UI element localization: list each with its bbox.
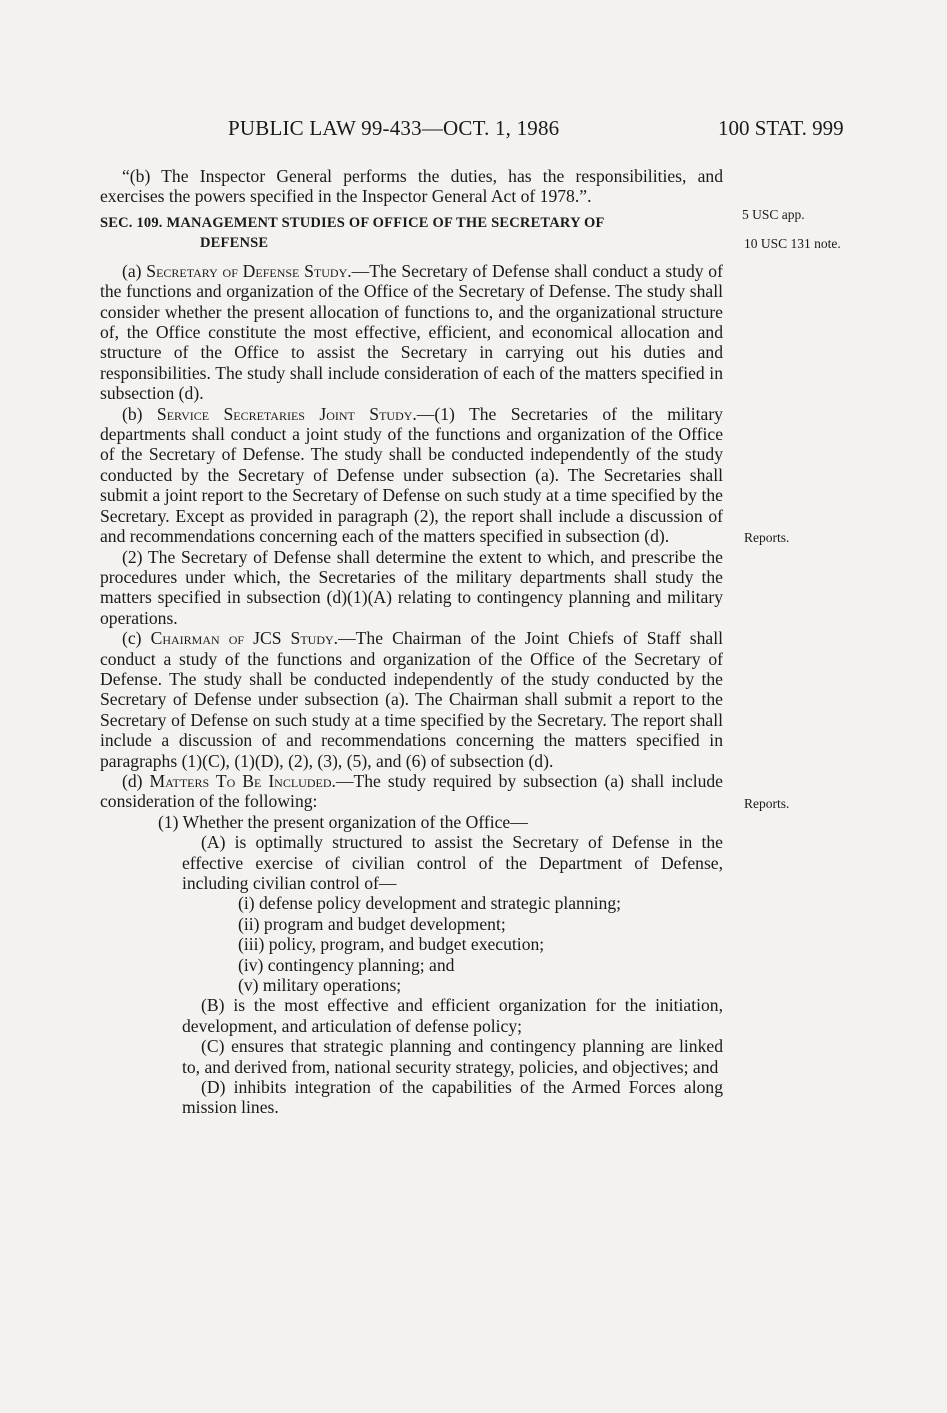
- subsection-a-body: —The Secretary of Defense shall conduct a study of the functions and organization of the Office of the Secretary of Defense. The study shall consider whether the present allocation of functions to, and the organizational structure of, the Office constitute the most effective, efficient, and economical allocation and structure of the Office to assist the Secretary in carrying out his duties and responsibilities. The study shall include consideration of each of the matters specified in subsection (d).: [100, 260, 723, 404]
- clause-d1D: (D) inhibits integration of the capabilities of the Armed Forces along mission lines.: [182, 1077, 723, 1118]
- subsection-c-label: (c): [122, 628, 151, 649]
- item-d1A-i: (i) defense policy development and strategic planning;: [238, 893, 622, 914]
- item-d1A-iii: (iii) policy, program, and budget execution;: [238, 934, 545, 955]
- subsection-a-heading: Secretary of Defense Study.: [146, 260, 352, 281]
- clause-d1B: (B) is the most effective and efficient organization for the initiation, development, and articulation of defense policy;: [182, 995, 723, 1036]
- clause-d1A: (A) is optimally structured to assist the Secretary of Defense in the effective exercise of civilian control of the Department of Defense, including civilian control of—: [182, 832, 723, 893]
- section-heading-line-1: SEC. 109. MANAGEMENT STUDIES OF OFFICE OF THE SECRETARY OF: [100, 214, 605, 231]
- item-d1A-v: (v) military operations;: [238, 975, 402, 996]
- subsection-d-body: —The study required by subsection (a) shall include consideration of the following:: [100, 770, 723, 812]
- subsection-b-heading: Service Secretaries Joint Study.: [156, 403, 417, 424]
- clause-d1C: (C) ensures that strategic planning and contingency planning are linked to, and derived from, national security strategy, policies, and objectives; and: [182, 1036, 723, 1077]
- paragraph-d1: (1) Whether the present organization of the Office—: [158, 811, 528, 832]
- subsection-c-heading: Chairman of JCS Study.: [150, 628, 339, 649]
- subsection-c-body: —The Chairman of the Joint Chiefs of Staff shall conduct a study of the functions and organization of the Office of the Secretary of Defense. The study shall be conducted independently of the study conducted by the Secretary of Defense under subsection (a). The Chairman shall submit a report to the Secretary of Defense on such study at a time specified by the Secretary. The report shall include a discussion of and recommendations concerning the matters specified in paragraphs (1)(C), (1)(D), (2), (3), (5), and (6) of subsection (d).: [100, 628, 723, 771]
- subsection-a-label: (a): [122, 260, 147, 281]
- subsection-d: [100, 771, 723, 812]
- margin-note-reports-1: Reports.: [744, 530, 790, 545]
- subsection-b-paragraph-2: (2) The Secretary of Defense shall determine the extent to which, and prescribe the procedures under which, the Secretaries of the military departments shall study the matters specified in subsection (d)(1)(A) relating to contingency planning and military operations.: [100, 546, 723, 628]
- margin-note-usc-131: 10 USC 131 note.: [744, 236, 841, 251]
- item-d1A-ii: (ii) program and budget development;: [238, 913, 506, 934]
- subsection-a: [100, 261, 723, 404]
- subsection-b: [100, 404, 723, 547]
- subsection-b-body: —(1) The Secretaries of the military departments shall conduct a joint study of the functions and organization of the Office of the Secretary of Defense. The study shall be conducted independently of the study conducted by the Secretary of Defense under subsection (a). The Secretaries shall submit a joint report to the Secretary of Defense on such study at a time specified by the Secretary. Except as provided in paragraph (2), the report shall include a discussion of and recommendations concerning each of the matters specified in subsection (d).: [100, 403, 723, 547]
- paragraph-inspector-general: “(b) The Inspector General performs the duties, has the responsibilities, and exercises the powers specified in the Inspector General Act of 1978.”.: [100, 166, 723, 207]
- subsection-d-heading: Matters To Be Included.: [149, 770, 336, 791]
- margin-note-reports-2: Reports.: [744, 796, 790, 811]
- section-heading-line-2: DEFENSE: [200, 234, 269, 251]
- statute-body: [100, 166, 723, 1118]
- page-header-stat: 100 STAT. 999: [718, 116, 844, 140]
- section-heading: [100, 213, 723, 253]
- item-d1A-iv: (iv) contingency planning; and: [238, 954, 455, 975]
- subsection-b-label: (b): [122, 403, 157, 424]
- page-header-title: PUBLIC LAW 99-433—OCT. 1, 1986: [228, 116, 560, 140]
- margin-note-usc-app: 5 USC app.: [742, 207, 805, 222]
- subsection-d-label: (d): [122, 770, 150, 791]
- subsection-c: [100, 628, 723, 771]
